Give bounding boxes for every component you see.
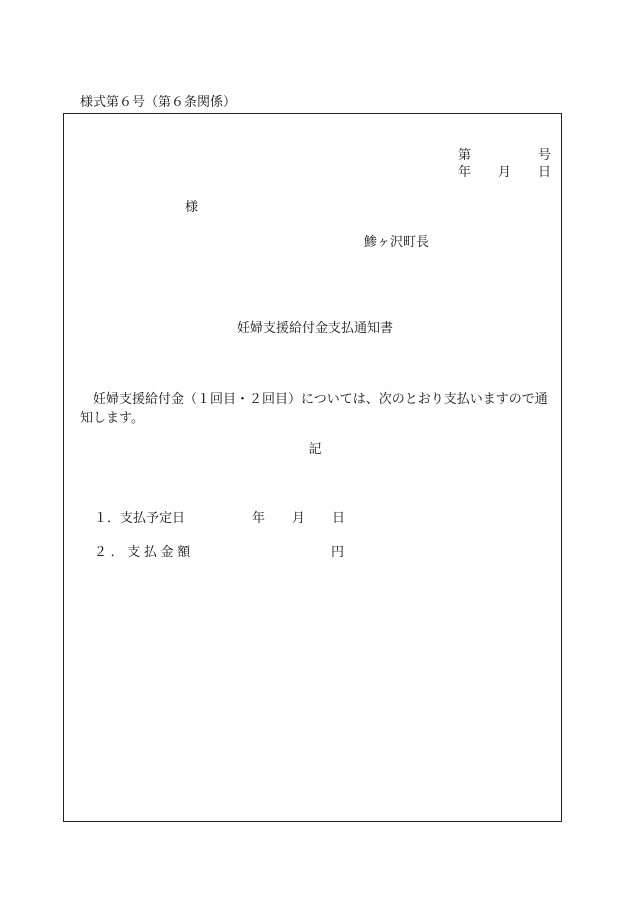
- item-payment-date: [252, 512, 345, 525]
- body-text: 妊婦支援給付金（１回目・２回目）については、次のとおり支払いますので通知します。: [80, 392, 548, 426]
- payment-day: 日: [331, 511, 345, 526]
- document-number: [458, 149, 551, 162]
- number-prefix: 第: [458, 148, 472, 163]
- number-suffix: 号: [537, 148, 551, 163]
- item-payment-date-label: １．支払予定日: [94, 511, 186, 526]
- issue-date: [458, 166, 551, 179]
- issuer-name: 鯵ヶ沢町長: [364, 235, 430, 250]
- issue-year: 年: [458, 165, 472, 180]
- payment-amount-unit: 円: [331, 545, 345, 560]
- document-frame: [63, 113, 562, 822]
- item-payment-amount-label: ２．支払金額: [94, 545, 194, 560]
- form-number-label: 様式第６号（第６条関係）: [80, 95, 237, 110]
- body-paragraph: [80, 390, 552, 428]
- document-title: 妊婦支援給付金支払通知書: [236, 321, 393, 336]
- payment-month: 月: [291, 511, 305, 526]
- issue-month: 月: [497, 165, 511, 180]
- payment-year: 年: [252, 511, 266, 526]
- issue-day: 日: [537, 165, 551, 180]
- recipient-honorific: 様: [185, 200, 199, 215]
- note-heading: 記: [308, 442, 322, 457]
